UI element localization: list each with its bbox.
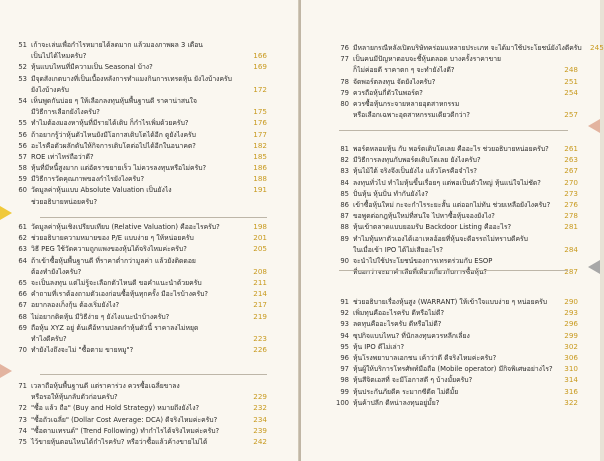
entry-question: ไว้ขายหุ้นตอนไหนได้กำไรครับ? หรือว่าซื้อแล้วค้างขายไม่ได้ — [31, 437, 208, 446]
toc-entry — [10, 391, 267, 402]
entry-number: 100 — [336, 398, 349, 407]
entry-question: หุ้นประกันภัยดีค ระมากซีดีต ไม่ดีมั้ย — [353, 387, 459, 396]
toc-entry — [10, 73, 267, 84]
toc-entry — [332, 42, 604, 53]
entry-question: หุ้นเข้าตลาดแบบยอมรับ Backdoor Listing คืออะไร? — [353, 223, 512, 232]
toc-entry — [332, 165, 578, 176]
entry-page-number: 263 — [564, 155, 578, 165]
entry-question: หุ้นผู้ให้บริการโทรศัพท์มือถือ (Mobile operator) มีกิจพิเศษอย่างไร? — [353, 365, 553, 374]
toc-entry — [10, 380, 267, 391]
entry-page-number: 242 — [253, 436, 267, 446]
entry-question: หรือเลือกเฉพาะอุตสาหกรรมเดียวดีกว่า? — [353, 111, 470, 120]
toc-entry — [332, 374, 578, 385]
section-marker — [0, 206, 12, 220]
entry-number: 96 — [340, 353, 349, 362]
toc-entry — [10, 255, 267, 266]
entry-question: วัดมูลค่าหุ้นเชิงเปรียบเทียบ (Relative Valuation) คืออะไรครับ? — [31, 223, 220, 231]
entry-page-number: 296 — [564, 319, 578, 329]
entry-page-number: 257 — [564, 110, 578, 120]
entry-number: 87 — [340, 212, 349, 221]
entry-number: 94 — [340, 331, 349, 340]
entry-number: 77 — [340, 55, 349, 64]
toc-entry — [10, 436, 267, 447]
toc-entry — [10, 140, 267, 151]
entry-page-number: 201 — [253, 233, 267, 243]
entry-number: 85 — [340, 189, 349, 198]
entry-question: จะเป็นลงทุน แต่ไม่รู้จะเลือกตัวไหนดี ขอคำแนะนำด้วยครับ — [31, 278, 202, 287]
toc-entry — [332, 109, 578, 120]
entry-number: 56 — [18, 130, 27, 139]
entry-question: เห็นพูดกันบ่อย ๆ ให้เลือกลงทุนหุ้นพื้นฐานดี ราคาน่าสนใจ — [31, 96, 197, 105]
entry-question: ยังไงบ้างครับ — [31, 85, 70, 94]
entry-page-number: 188 — [253, 174, 267, 184]
entry-question: ช่วยอธิบายความหมายของ P/E แบบง่าย ๆ ให้หน่อยครับ — [31, 234, 194, 243]
toc-section-2 — [10, 221, 267, 355]
section-marker — [0, 364, 12, 378]
entry-question: ต้องทำยังไงครับ? — [31, 267, 82, 276]
toc-entry — [10, 61, 267, 72]
entry-page-number: 306 — [564, 352, 578, 362]
toc-entry — [10, 425, 267, 436]
toc-entry — [332, 87, 578, 98]
entry-question: ROE เท่าไหร่ถือว่าดี? — [31, 152, 94, 161]
entry-page-number: 208 — [253, 266, 267, 276]
entry-page-number: 232 — [253, 403, 267, 413]
toc-entry — [10, 402, 267, 413]
entry-question: หุ้นแบบไหนที่มีความเป็น Seasonal บ้าง? — [31, 63, 153, 72]
toc-entry — [332, 233, 578, 244]
entry-question: มีวิธีการลงทุนกับพอร์ตเติบโตเลย ยังไงครับ? — [353, 156, 481, 165]
entry-page-number: 278 — [564, 211, 578, 221]
toc-section-2 — [332, 143, 578, 277]
toc-entry — [332, 244, 578, 255]
entry-number: 59 — [18, 175, 27, 184]
entry-number: 73 — [18, 415, 27, 424]
entry-question: ในเมื่อเข้า IPO ได้ไม่เสียอะไร? — [353, 245, 444, 254]
entry-question: ควรถือหุ้นกี่ตัวในพอร์ต? — [353, 88, 423, 97]
entry-question: หุ้นที่มีหนี้สูงมาก แต่อัตราขยายเร็ว ไม่ควรลงทุนหรือไม่ครับ? — [31, 164, 207, 173]
entry-page-number: 191 — [253, 185, 267, 195]
entry-number: 56 — [18, 141, 27, 150]
toc-entry — [10, 266, 267, 277]
entry-question: วัดมูลค่าหุ้นแบบ Absolute Valuation เป็นยังไง — [31, 186, 172, 195]
entry-number: 81 — [340, 145, 349, 153]
toc-entry — [332, 98, 578, 109]
toc-entry — [332, 352, 578, 363]
entry-page-number: 281 — [564, 222, 578, 232]
entry-question: หุ้นสีจิตเอสที่ จะมีโอกาสดี ๆ บ้างมั้ยครับ? — [353, 376, 473, 385]
entry-question: ไม่อยากติดหุ้น มีวิธีง่าย ๆ ยังไงแนะนำบ้างครับ? — [31, 312, 170, 321]
entry-page-number: 284 — [564, 244, 578, 254]
entry-question: มีหลายกรณีหลังเปิดบริษัทคร่อมแหลายประเภท จะได้มาใช้ประโยชน์ยังไงดีครับ — [353, 44, 582, 52]
entry-page-number: 322 — [564, 397, 578, 407]
toc-section-1 — [332, 42, 604, 120]
entry-question: เป็นไปได้ไหมครับ? — [31, 52, 87, 61]
entry-question: ช่วยอธิบายหน่อยครับ? — [31, 197, 98, 206]
entry-page-number: 175 — [253, 107, 267, 117]
entry-number: 95 — [340, 342, 349, 351]
entry-question: หุ้นโรงพยาบาลเอกชน เค้าว่าดี ดีจริงไหมค่ะครับ? — [353, 353, 497, 362]
entry-question: เพิ่มทุนคืออะไรครับ ดีหรือไม่ดี? — [353, 309, 445, 318]
toc-entry — [10, 232, 267, 243]
entry-number: 78 — [340, 77, 349, 86]
entry-page-number: 185 — [253, 151, 267, 161]
entry-page-number: 290 — [564, 297, 578, 306]
entry-question: ทำไงดีครับ? — [31, 334, 67, 343]
divider — [40, 217, 267, 218]
toc-entry — [332, 296, 578, 307]
entry-number: 67 — [18, 301, 27, 310]
entry-number: 71 — [18, 382, 27, 390]
entry-page-number: 211 — [253, 277, 267, 287]
entry-page-number: 182 — [253, 140, 267, 150]
entry-number: 75 — [18, 437, 27, 446]
section-marker — [588, 119, 600, 133]
toc-entry — [10, 95, 267, 106]
entry-question: มีวิธีการวัดคุณภาพของกำไรยังไงครับ? — [31, 175, 145, 184]
toc-entry — [10, 221, 267, 232]
entry-question: เก้าจะเล่นเพื่อกำไรหมายได้ลดมาก แล้วมองภาพผล 3 เดือน — [31, 41, 203, 49]
toc-entry — [332, 64, 578, 75]
entry-page-number: 219 — [253, 311, 267, 321]
entry-question: จะนำไปใช้ประโยชน์ของการเทรดร่วมกับ ESOP — [353, 256, 493, 265]
entry-page-number: 310 — [564, 364, 578, 374]
toc-entry — [10, 196, 267, 207]
entry-question: คำถามที่เราต้องถามตัวเองก่อนซื้อหุ้นทุกครั้ง มีอะไรบ้างครับ? — [31, 290, 209, 299]
entry-question: "ซื้อตามเทรนด์" (Trend Following) ทำกำไรได้จริงไหมค่ะครับ? — [31, 426, 220, 435]
toc-entry — [10, 299, 267, 310]
entry-question: มีจุดสังเกตบางที่เป็นเบื้องหลังการทำแมงกินการเทรดหุ้น ยังไงบ้างครับ — [31, 74, 232, 83]
entry-question: หรือรอให้หุ้นกลับตัวก่อนครับ? — [31, 393, 118, 402]
entry-question: ทำยังไงถึงจะไม่ "ซื้อตาม ขายหมู"? — [31, 346, 134, 355]
entry-question: หุ้นไม้ใต้ จริงจึงเป็นยังไง แล้วโครคือจำไร? — [353, 167, 477, 176]
section-marker — [588, 260, 600, 274]
toc-entry — [10, 344, 267, 355]
entry-number: 91 — [340, 298, 349, 306]
toc-entry — [10, 277, 267, 288]
toc-entry — [332, 307, 578, 318]
toc-entry — [332, 177, 578, 188]
entry-number: 74 — [18, 426, 27, 435]
entry-question: ปั่นหุ้น หุ้นปั่น ทำกันยังไง? — [353, 189, 429, 198]
entry-question: ถ้าอยากรู้ว่าหุ้นตัวไหนยังมีโอกาสเติบโตได้อีก ดูยังไงครับ — [31, 130, 196, 139]
entry-page-number: 198 — [253, 222, 267, 231]
entry-number: 88 — [340, 223, 349, 232]
toc-entry — [10, 162, 267, 173]
toc-entry — [332, 53, 578, 64]
entry-page-number: 261 — [564, 144, 578, 153]
entry-question: มีวิธีการเลือกยังไงครับ? — [31, 108, 100, 117]
entry-number: 55 — [18, 119, 27, 128]
entry-page-number: 293 — [564, 308, 578, 318]
entry-page-number: 299 — [564, 330, 578, 340]
toc-entry — [10, 184, 267, 195]
entry-number: 57 — [18, 152, 27, 161]
entry-question: เข้าซื้อหุ้นใหม่ กะจะกำไรระยะสั้น แต่ออกไม่ทัน ช่วยเหลือยังไงครับ? — [353, 200, 551, 209]
entry-number: 65 — [18, 278, 27, 287]
toc-entry — [332, 386, 578, 397]
entry-page-number: 177 — [253, 129, 267, 139]
right-page — [301, 0, 604, 461]
toc-entry — [10, 84, 267, 95]
entry-number: 76 — [340, 44, 349, 52]
toc-entry — [332, 397, 578, 408]
entry-question: ขอพูดต่อกฎหุ้นใหม่ที่สนใจ ไปหาซื้อหุ้นจองยังไง? — [353, 212, 495, 221]
toc-entry — [10, 50, 267, 61]
toc-entry — [10, 173, 267, 184]
entry-question: "ซื้อถัวเฉลี่ย" (Dollar Cost Average: DCA) ดีจริงไหมค่ะครับ? — [31, 415, 218, 424]
entry-question: วิธี PEG ใช้วัดความถูกแพงของหุ้นได้จริงไหมค่ะครับ? — [31, 245, 187, 254]
entry-number: 64 — [18, 256, 27, 265]
toc-entry — [10, 117, 267, 128]
entry-question: ก็ไม่ค่อยดี ราคาตก ๆ จะทำยังไงดี? — [353, 66, 455, 75]
entry-question: "ซื้อ แล้ว ถือ" (Buy and Hold Strategy) หมายถึงยังไง? — [31, 404, 200, 413]
entry-number: 66 — [18, 290, 27, 299]
entry-page-number: 239 — [253, 425, 267, 435]
entry-page-number: 302 — [564, 341, 578, 351]
entry-page-number: 276 — [564, 199, 578, 209]
entry-page-number: 251 — [564, 76, 578, 86]
entry-question: ลงทุนทั่วไป ทำไมหุ้นขึ้นเรื่อยๆ แต่พอเป็นตัวใหญ่ หุ้นแน่ใจไม่ชัด? — [353, 178, 541, 187]
toc-entry — [10, 151, 267, 162]
entry-page-number: 229 — [253, 392, 267, 402]
toc-entry — [10, 322, 267, 333]
entry-page-number: 248 — [564, 65, 578, 75]
left-page — [0, 0, 299, 461]
entry-number: 58 — [18, 164, 27, 173]
entry-page-number: 176 — [253, 118, 267, 128]
entry-number: 61 — [18, 223, 27, 231]
entry-question: อะไรคือตัวผลักดันให้กิจการเติบโตต่อไปได้อีกในอนาคต? — [31, 141, 196, 150]
entry-number: 90 — [340, 256, 349, 265]
entry-page-number: 226 — [253, 345, 267, 355]
entry-question: เวลาถือหุ้นพื้นฐานดี แต่ราคาร่วง ควรซื้อเฉลี่ยขาลง — [31, 382, 180, 390]
entry-number: 97 — [340, 365, 349, 374]
entry-question: ควรซื้อหุ้นกระจายหลายอุตสาหกรรม — [353, 99, 460, 108]
entry-page-number: 186 — [253, 163, 267, 173]
toc-entry — [10, 311, 267, 322]
toc-entry — [10, 243, 267, 254]
toc-entry — [10, 333, 267, 344]
entry-page-number: 169 — [253, 62, 267, 72]
entry-number: 68 — [18, 312, 27, 321]
entry-page-number: 314 — [564, 375, 578, 385]
toc-entry — [332, 255, 578, 266]
entry-question: พอร์ตหลอมหุ้น กับ พอร์ตเติบโตเลย คืออะไร ช่วยอธิบายหน่อยครับ? — [353, 145, 549, 153]
toc-section-3 — [10, 380, 267, 447]
toc-entry — [10, 129, 267, 140]
entry-number: 80 — [340, 99, 349, 108]
entry-number: 63 — [18, 245, 27, 254]
entry-number: 83 — [340, 167, 349, 176]
toc-entry — [10, 414, 267, 425]
toc-entry — [332, 143, 578, 154]
entry-question: หุ้น IPO ดีไม่เล่า? — [353, 342, 405, 351]
toc-entry — [332, 210, 578, 221]
toc-entry — [332, 188, 578, 199]
entry-question: เป็นคนมีปัญหาตอบจะชี้หุ้นตลอด บางครั้งราคาขาย — [353, 55, 502, 64]
toc-entry — [10, 39, 267, 50]
toc-entry — [332, 199, 578, 210]
entry-page-number: 287 — [564, 267, 578, 277]
divider — [40, 374, 267, 375]
entry-number: 98 — [340, 376, 349, 385]
toc-entry — [332, 154, 578, 165]
toc-section-3 — [332, 296, 578, 408]
entry-number: 60 — [18, 186, 27, 195]
toc-entry — [10, 106, 267, 117]
entry-question: ทำไมทุ้นหาตัวเองได้เอาเหลอ้อยที่หุ้นจะดีอรรถไม่ทราบดีครับ — [353, 234, 528, 243]
entry-page-number: 214 — [253, 289, 267, 299]
entry-question: ที่บอกว่าจะมาคำเสียที่เดียวเกี่ยวกับการซื้อหุ้น? — [353, 268, 488, 277]
entry-page-number: 166 — [253, 51, 267, 61]
entry-number: 69 — [18, 323, 27, 332]
toc-entry — [332, 363, 578, 374]
entry-number: 89 — [340, 234, 349, 243]
entry-page-number: 273 — [564, 188, 578, 198]
entry-number: 54 — [18, 96, 27, 105]
entry-number: 70 — [18, 346, 27, 355]
entry-number: 51 — [18, 41, 27, 49]
entry-page-number: 270 — [564, 177, 578, 187]
entry-number: 62 — [18, 234, 27, 243]
entry-question: อยากลองเก็งกุ้น ต้องเริ่มยังไง? — [31, 301, 120, 310]
entry-page-number: 316 — [564, 386, 578, 396]
entry-question: ซุปกิจแบบไหน? ที่นักลงทุนควรหลีกเลี่ยง — [353, 331, 470, 340]
entry-question: ลดทุนคืออะไรครับ ดีหรือไม่ดี? — [353, 320, 442, 329]
entry-page-number: 172 — [253, 84, 267, 94]
toc-entry — [332, 221, 578, 232]
toc-entry — [332, 76, 578, 87]
entry-question: ถ้าเข้าซื้อหุ้นพื้นฐานดี ที่ราคาต่ำกว่ามูลค่า แล้วยังติดดอย — [31, 256, 196, 265]
entry-number: 86 — [340, 200, 349, 209]
entry-page-number: 234 — [253, 414, 267, 424]
toc-entry — [332, 330, 578, 341]
toc-entry — [332, 341, 578, 352]
toc-entry — [332, 318, 578, 329]
entry-number: 52 — [18, 63, 27, 72]
entry-number: 79 — [340, 88, 349, 97]
entry-question: ช่วยอธิบายเรื่องหุ้นสูง (WARRANT) ให้เข้าใจแบบง่าย ๆ หน่อยครับ — [353, 298, 548, 306]
entry-number: 92 — [340, 309, 349, 318]
entry-question: ถือหุ้น XYZ อยู่ ต้นเคือ้หานปลดกำหุ้นตัวนี้ ราคาลงไม่หยุด — [31, 323, 199, 332]
entry-page-number: 217 — [253, 300, 267, 310]
entry-number: 99 — [340, 387, 349, 396]
entry-number: 84 — [340, 178, 349, 187]
toc-entry — [332, 266, 578, 277]
entry-page-number: 205 — [253, 244, 267, 254]
divider — [339, 130, 568, 131]
entry-page-number: 223 — [253, 333, 267, 343]
entry-question: จัดพอร์ตลงทุน จัดยังไงครับ? — [353, 77, 436, 86]
entry-number: 72 — [18, 404, 27, 413]
divider — [339, 270, 568, 271]
entry-number: 93 — [340, 320, 349, 329]
entry-number: 53 — [18, 74, 27, 83]
entry-page-number: 267 — [564, 166, 578, 176]
toc-entry — [10, 288, 267, 299]
entry-question: ทำไมต้องมองหาหุ้นที่มีรายได้เติบ ก็กำไรเพิ่มด้วยครับ? — [31, 119, 189, 128]
entry-page-number: 254 — [564, 87, 578, 97]
entry-question: หุ้นค้าปลีก ดีหน่าลงทุนอยู่มั้ย? — [353, 398, 440, 407]
entry-page-number: 245 — [590, 43, 604, 52]
toc-section-1 — [10, 39, 267, 207]
entry-number: 82 — [340, 156, 349, 165]
